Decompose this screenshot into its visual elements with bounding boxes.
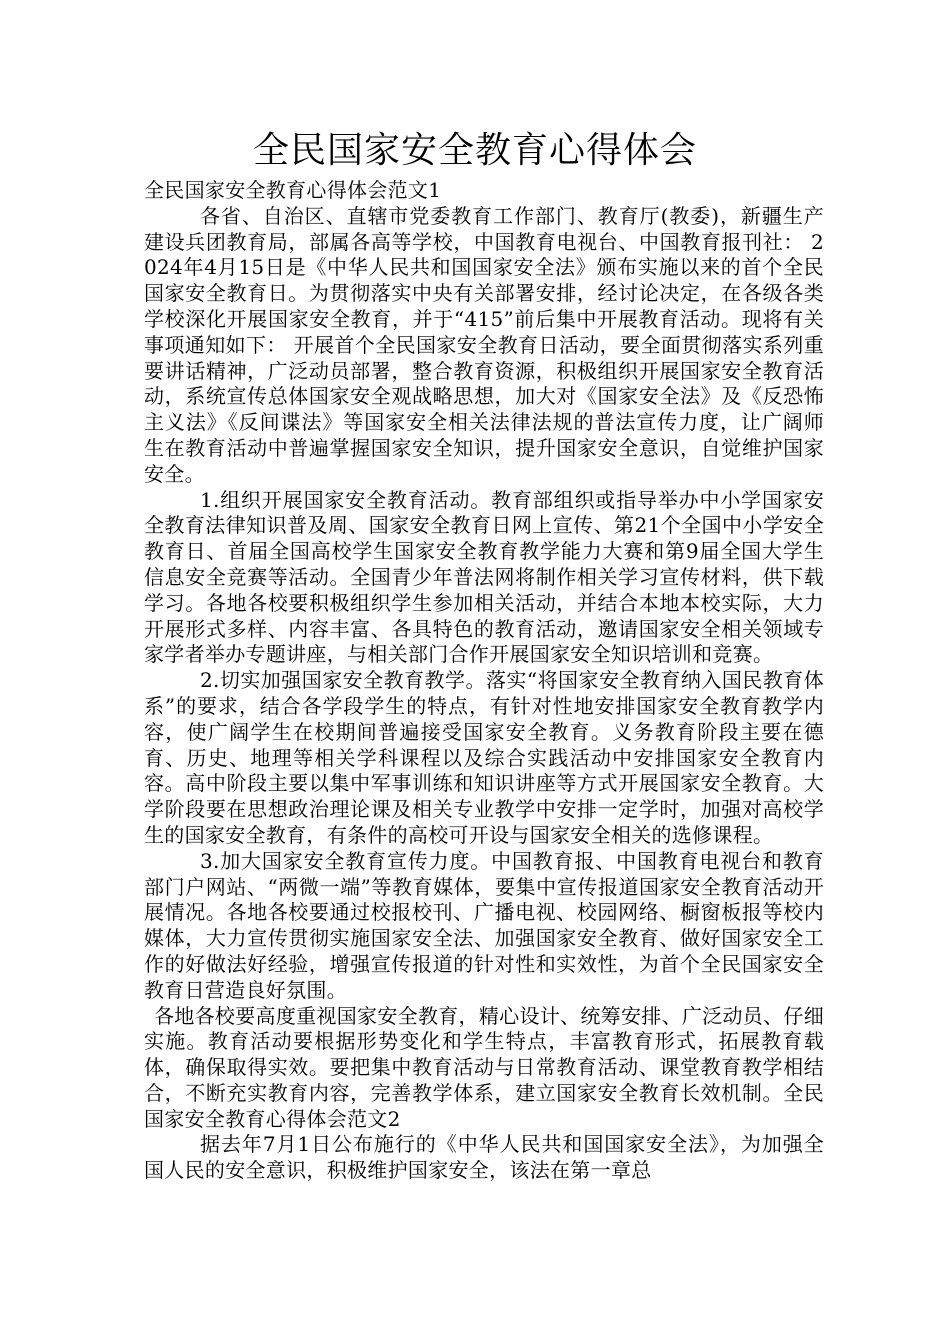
document-title: 全民国家安全教育心得体会 xyxy=(252,130,697,171)
paragraph-essay-2: 据去年7月1日公布施行的《中华人民共和国国家安全法》，为加强全国人民的安全意识，积极维护国家安全，该法在第一章总 xyxy=(144,1132,824,1183)
paragraph-intro: 各省、自治区、直辖市党委教育工作部门、教育厅(教委)，新疆生产建设兵团教育局，部属各高等学校，中国教育电视台、中国教育报刊社： 2024年4月15日是《中华人民共和国国家安全法》颁布实施以来的首个全民国家安全教育日。为贯彻落实中央有关部署安排，经讨论决定，在各级各类学校深化开展国家安全教育，并于“415”前后集中开展教育活动。现将有关事项通知如下： 开展首个全民国家安全教育日活动，要全面贯彻落实系列重要讲话精神，广泛动员部署，整合教育资源，积极组织开展国家安全教育活动，系统宣传总体国家安全观战略思想，加大对《国家安全法》及《反恐怖主义法》《反间谍法》等国家安全相关法律法规的普法宣传力度，让广阔师生在教育活动中普遍掌握国家安全知识，提升国家安全意识，自觉维护国家安全。 xyxy=(144,203,824,486)
paragraph-conclusion: 各地各校要高度重视国家安全教育，精心设计、统筹安排、广泛动员、仔细实施。教育活动要根据形势变化和学生特点，丰富教育形式，拓展教育载体，确保取得实效。要把集中教育活动与日常教育活动、课堂教育教学相结合，不断充实教育内容，完善教学体系，建立国家安全教育长效机制。全民国家安全教育心得体会范文2 xyxy=(144,1003,824,1131)
paragraph-item-3: 3.加大国家安全教育宣传力度。中国教育报、中国教育电视台和教育部门户网站、“两微一端”等教育媒体，要集中宣传报道国家安全教育活动开展情况。各地各校要通过校报校刊、广播电视、校园网络、橱窗板报等校内媒体，大力宣传贯彻实施国家安全法、加强国家安全教育、做好国家安全工作的好做法好经验，增强宣传报道的针对性和实效性，为首个全民国家安全教育日营造良好氛围。 xyxy=(144,848,824,1002)
paragraph-item-1: 1.组织开展国家安全教育活动。教育部组织或指导举办中小学国家安全教育法律知识普及周、国家安全教育日网上宣传、第21个全国中小学安全教育日、首届全国高校学生国家安全教育教学能力大赛和第9届全国大学生信息安全竞赛等活动。全国青少年普法网将制作相关学习宣传材料，供下载学习。各地各校要积极组织学生参加相关活动，并结合本地本校实际，大力开展形式多样、内容丰富、各具特色的教育活动，邀请国家安全相关领域专家学者举办专题讲座，与相关部门合作开展国家安全知识培训和竞赛。 xyxy=(144,487,824,667)
paragraph-item-2: 2.切实加强国家安全教育教学。落实“将国家安全教育纳入国民教育体系”的要求，结合各学段学生的特点，有针对性地安排国家安全教育教学内容，使广阔学生在校期间普遍接受国家安全教育。义务教育阶段主要在德育、历史、地理等相关学科课程以及综合实践活动中安排国家安全教育内容。高中阶段主要以集中军事训练和知识讲座等方式开展国家安全教育。大学阶段要在思想政治理论课及相关专业教学中安排一定学时，加强对高校学生的国家安全教育，有条件的高校可开设与国家安全相关的选修课程。 xyxy=(144,668,824,847)
document-body xyxy=(144,178,824,1184)
section-heading: 全民国家安全教育心得体会范文1 xyxy=(144,178,442,202)
